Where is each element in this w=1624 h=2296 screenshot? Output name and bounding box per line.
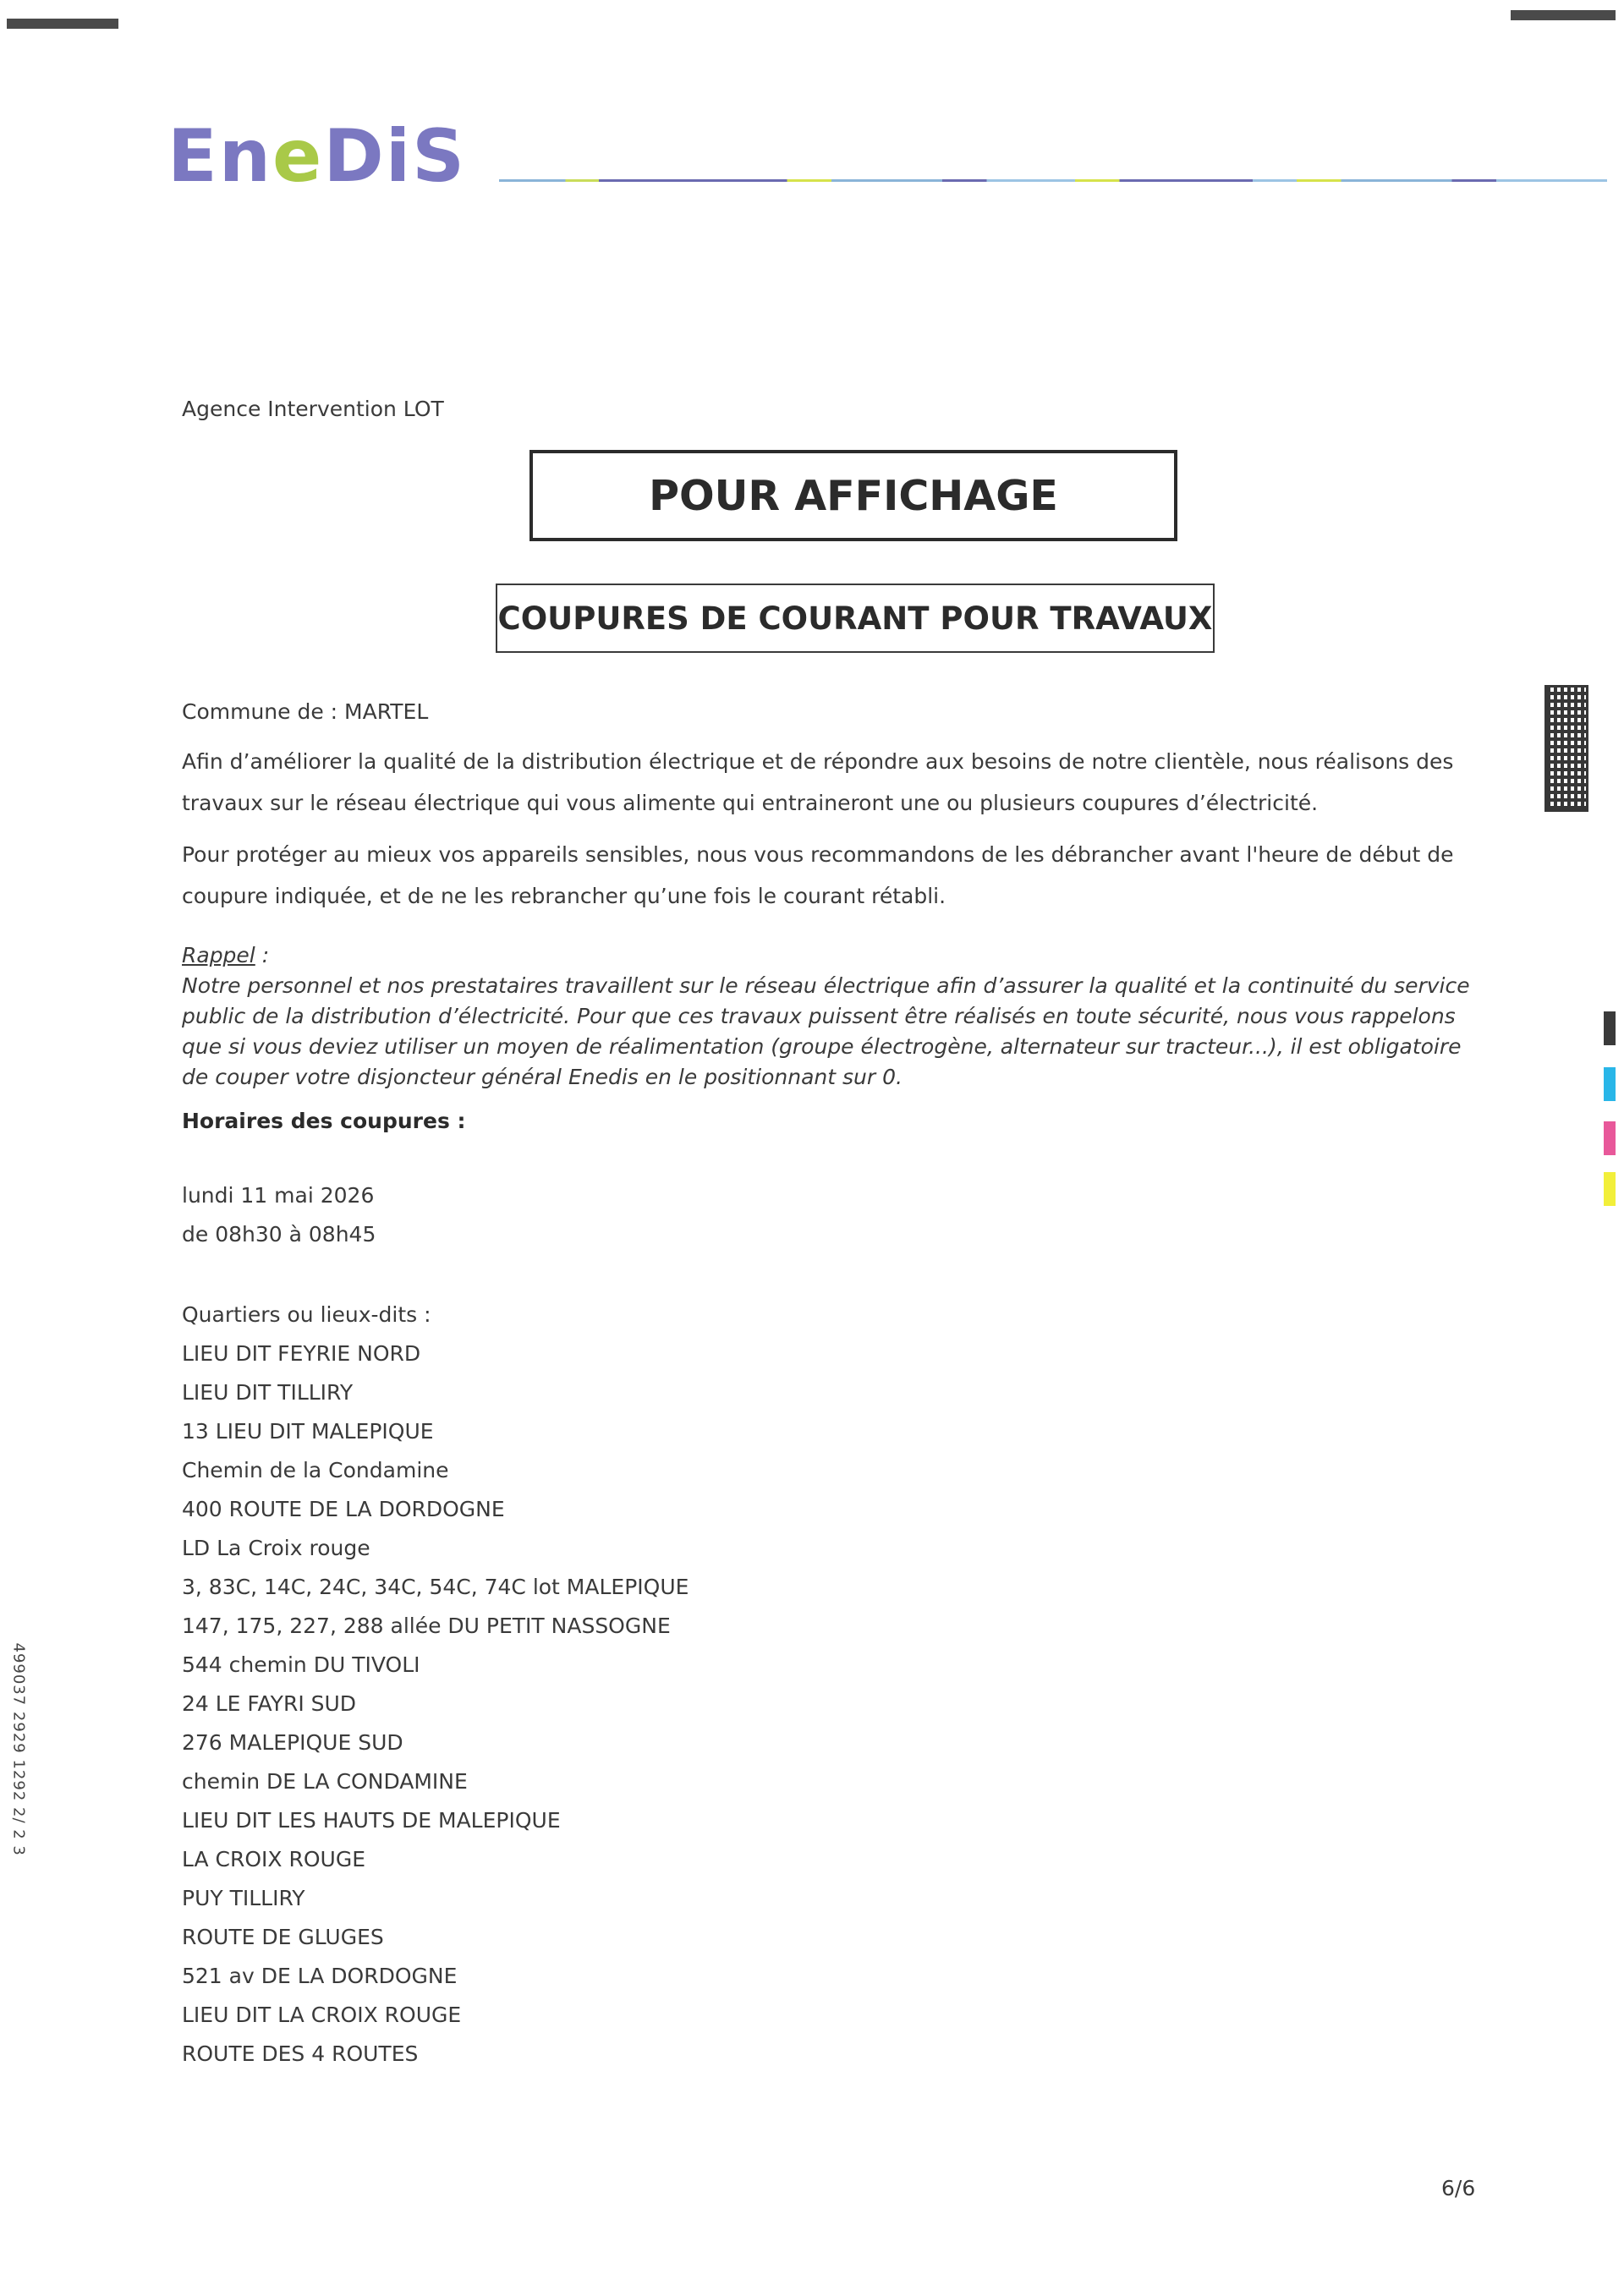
outage-date: lundi 11 mai 2026	[182, 1183, 375, 1208]
print-mark-cyan	[1604, 1067, 1616, 1101]
logo-text-left: En	[167, 114, 272, 199]
list-item: LIEU DIT FEYRIE NORD	[182, 1341, 421, 1366]
list-item: 276 MALEPIQUE SUD	[182, 1730, 403, 1755]
list-item: LIEU DIT LA CROIX ROUGE	[182, 2003, 462, 2027]
list-item: ROUTE DE GLUGES	[182, 1925, 384, 1949]
datamatrix-code	[1544, 685, 1588, 812]
list-item: 3, 83C, 14C, 24C, 34C, 54C, 74C lot MALEPIQUE	[182, 1575, 689, 1599]
list-item: Chemin de la Condamine	[182, 1458, 449, 1482]
list-item: 147, 175, 227, 288 allée DU PETIT NASSOGNE	[182, 1614, 671, 1638]
list-item: 24 LE FAYRI SUD	[182, 1691, 357, 1716]
agency-name: Agence Intervention LOT	[182, 397, 444, 421]
protection-paragraph: Pour protéger au mieux vos appareils sensibles, nous vous recommandons de les débrancher avant l'heure de début de coupure indiquée, et de ne les rebrancher qu’une fois le courant rétabli.	[182, 842, 1454, 908]
list-item: 521 av DE LA DORDOGNE	[182, 1964, 458, 1988]
intro-paragraph: Afin d’améliorer la qualité de la distribution électrique et de répondre aux besoins de notre clientèle, nous réalisons des travaux sur le réseau électrique qui vous alimente qui entraineront une ou plusieurs coupures d’électricité.	[182, 749, 1454, 815]
print-mark-yellow	[1604, 1172, 1616, 1206]
logo-text-mid: e	[272, 114, 324, 199]
logo-text-right: DiS	[323, 114, 467, 199]
outage-time: de 08h30 à 08h45	[182, 1222, 376, 1247]
list-item: 544 chemin DU TIVOLI	[182, 1652, 420, 1677]
page-number: 6/6	[1441, 2176, 1476, 2200]
logo-divider-line	[499, 179, 1607, 182]
coupures-title: COUPURES DE COURANT POUR TRAVAUX	[497, 600, 1213, 637]
rappel-heading	[182, 940, 1476, 971]
list-item: PUY TILLIRY	[182, 1886, 305, 1910]
rappel-title: Rappel	[182, 943, 255, 967]
list-item: LIEU DIT TILLIRY	[182, 1380, 354, 1405]
list-item: LIEU DIT LES HAUTS DE MALEPIQUE	[182, 1808, 561, 1833]
pour-affichage-box	[529, 450, 1177, 541]
enedis-logo	[167, 114, 467, 199]
scan-edge-bar-right	[1511, 10, 1616, 20]
pour-affichage-title: POUR AFFICHAGE	[649, 471, 1058, 520]
list-item: 13 LIEU DIT MALEPIQUE	[182, 1419, 434, 1444]
scan-edge-bar-left	[7, 19, 118, 29]
list-item: 400 ROUTE DE LA DORDOGNE	[182, 1497, 505, 1521]
coupures-box	[496, 584, 1215, 653]
commune-label: Commune de : MARTEL	[182, 699, 429, 724]
rappel-text: Notre personnel et nos prestataires travaillent sur le réseau électrique afin d’assurer la qualité et la continuité du service public de la distribution d’électricité. Pour que ces travaux puissent être réalisés en toute sécurité, nous vous rappelons que si vous deviez utiliser un moyen de réalimentation (groupe électrogène, alternateur sur tracteur...), il est obligatoire de couper votre disjoncteur général Enedis en le positionnant sur 0.	[182, 973, 1470, 1089]
list-item: LA CROIX ROUGE	[182, 1847, 366, 1871]
rappel-title-suffix: :	[255, 943, 270, 967]
horaires-heading: Horaires des coupures :	[182, 1109, 466, 1133]
print-mark-black	[1604, 1011, 1616, 1045]
quartiers-list	[182, 1296, 689, 2074]
print-mark-magenta	[1604, 1121, 1616, 1155]
quartiers-heading: Quartiers ou lieux-dits :	[182, 1302, 431, 1327]
side-reference-code: 499037 2929 1292 2/ 2 3	[9, 1642, 28, 1856]
list-item: LD La Croix rouge	[182, 1536, 370, 1560]
rappel-block	[182, 940, 1476, 1093]
list-item: chemin DE LA CONDAMINE	[182, 1769, 468, 1794]
list-item: ROUTE DES 4 ROUTES	[182, 2041, 419, 2066]
